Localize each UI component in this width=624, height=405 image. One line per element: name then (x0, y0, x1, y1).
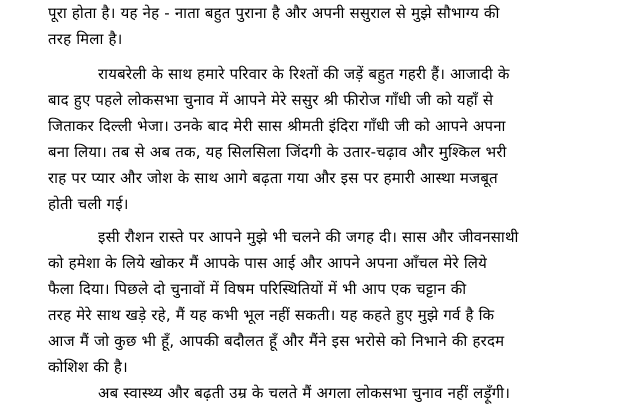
paragraph-start-line: अब स्वास्थ्य और बढ़ती उम्र के चलते मैं अगला लोकसभा चुनाव नहीं लड़ूँगी। (98, 384, 511, 402)
text-line: बाद हुए पहले लोकसभा चुनाव में आपने मेरे ससुर श्री फीरोज गाँधी जी को यहाँ से (48, 91, 494, 109)
text-line: तरह मेरे साथ खड़े रहे, मैं यह कभी भूल नहीं सकती। यह कहते हुए मुझे गर्व है कि (48, 306, 495, 324)
text-line: फैला दिया। पिछले दो चुनावों में विषम परिस्थितियों में भी आप एक चट्टान की (48, 280, 467, 298)
paragraph-start-line: रायबरेली के साथ हमारे परिवार के रिश्तों की जड़ें बहुत गहरी हैं। आजादी के (98, 65, 510, 83)
text-line: बना लिया। तब से अब तक, यह सिलसिला जिंदगी के उतार-चढ़ाव और मुश्किल भरी (48, 143, 507, 161)
text-line: को हमेशा के लिये खोकर मैं आपके पास आई और आपने अपना आँचल मेरे लिये (48, 254, 487, 272)
text-line: तरह मिला है। (48, 30, 123, 48)
text-line: जिताकर दिल्ली भेजा। उनके बाद मेरी सास श्रीमती इंदिरा गाँधी जी को आपने अपना (48, 117, 506, 135)
text-line: राह पर प्यार और जोश के साथ आगे बढ़ता गया और इस पर हमारी आस्था मजबूत (48, 169, 498, 187)
text-line: होती चली गई। (48, 195, 129, 213)
paragraph-start-line: इसी रौशन रास्ते पर आपने मुझे भी चलने की जगह दी। सास और जीवनसाथी (98, 228, 519, 246)
text-line: आज मैं जो कुछ भी हूँ, आपकी बदौलत हूँ और मैंने इस भरोसे को निभाने की हरदम (48, 332, 505, 350)
text-line: कोशिश की है। (48, 358, 128, 376)
text-line: पूरा होता है। यह नेह - नाता बहुत पुराना है और अपनी ससुराल से मुझे सौभाग्य की (48, 4, 500, 22)
